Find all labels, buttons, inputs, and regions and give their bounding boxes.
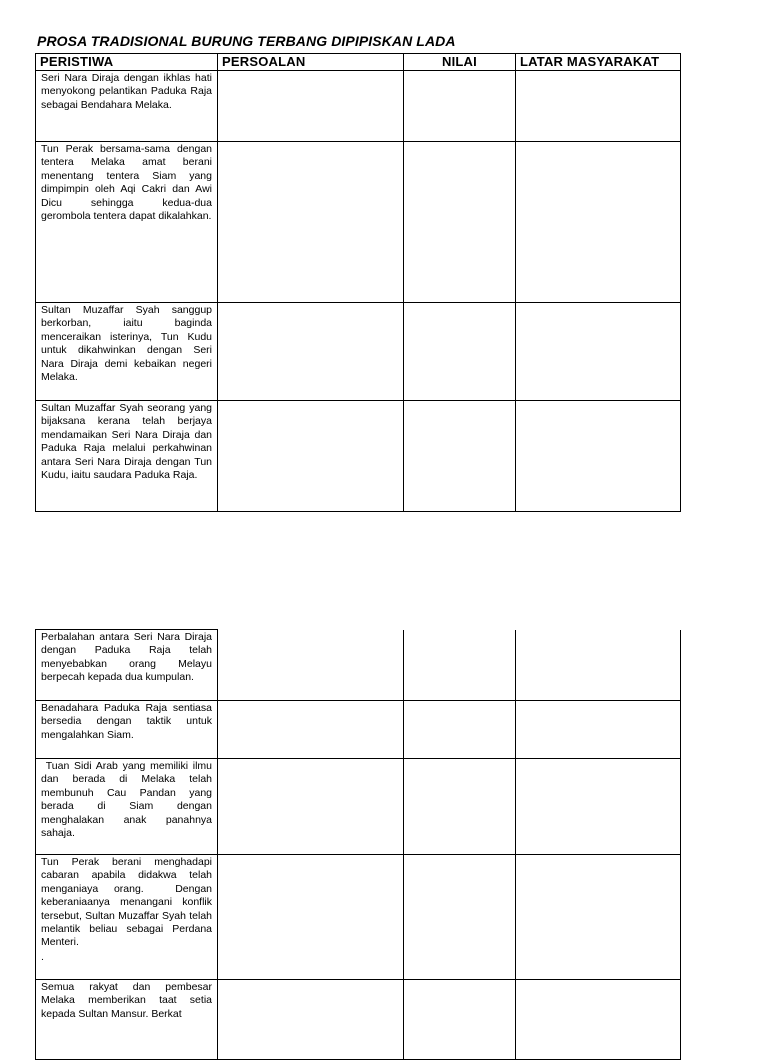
- latar-cell[interactable]: [516, 759, 681, 855]
- event-text: Tuan Sidi Arab yang memiliki ilmu dan berada di Melaka telah membunuh Cau Pandan yang berada di Siam dengan menghalakan anak panahnya sahaja.: [41, 760, 215, 840]
- persoalan-cell[interactable]: [218, 980, 404, 1060]
- header-latar-masyarakat: LATAR MASYARAKAT: [516, 54, 681, 71]
- header-persoalan: PERSOALAN: [218, 54, 404, 71]
- persoalan-cell[interactable]: [218, 759, 404, 855]
- nilai-cell[interactable]: [404, 401, 516, 512]
- event-text: Sultan Muzaffar Syah seorang yang bijaksana kerana telah berjaya mendamaikan Seri Nara Diraja dan Paduka Raja melalui perkahwinan antara Seri Nara Diraja dengan Tun Kudu, iaitu saudara Paduka Raja.: [41, 402, 212, 482]
- nilai-cell[interactable]: [404, 303, 516, 401]
- table-row: [36, 630, 681, 701]
- latar-cell[interactable]: [516, 401, 681, 512]
- nilai-cell[interactable]: [404, 855, 516, 980]
- latar-cell[interactable]: [516, 855, 681, 980]
- event-text: Perbalahan antara Seri Nara Diraja dengan Paduka Raja telah menyebabkan orang Melayu berpecah kepada dua kumpulan.: [41, 631, 212, 684]
- table-row: [36, 142, 681, 303]
- table-row: [36, 401, 681, 512]
- event-text: Seri Nara Diraja dengan ikhlas hati menyokong pelantikan Paduka Raja sebagai Bendahara Melaka.: [41, 72, 212, 111]
- event-cell: [36, 71, 218, 142]
- latar-cell[interactable]: [516, 701, 681, 759]
- nilai-cell[interactable]: [404, 701, 516, 759]
- latar-cell[interactable]: [516, 980, 681, 1060]
- event-cell: [36, 980, 218, 1060]
- event-cell: [36, 855, 218, 980]
- events-table-1: [35, 53, 681, 512]
- table-row: [36, 980, 681, 1060]
- event-cell: [36, 303, 218, 401]
- event-text: Benadahara Paduka Raja sentiasa bersedia dengan taktik untuk mengalahkan Siam.: [41, 702, 212, 741]
- event-text: Sultan Muzaffar Syah sanggup berkorban, iaitu baginda menceraikan isterinya, Tun Kudu untuk dikahwinkan dengan Seri Nara Diraja demi kebaikan negeri Melaka.: [41, 304, 212, 384]
- event-text: Semua rakyat dan pembesar Melaka memberikan taat setia kepada Sultan Mansur. Berkat: [41, 981, 212, 1020]
- nilai-cell[interactable]: [404, 142, 516, 303]
- persoalan-cell[interactable]: [218, 303, 404, 401]
- nilai-cell[interactable]: [404, 759, 516, 855]
- latar-cell[interactable]: [516, 71, 681, 142]
- header-row: [36, 54, 681, 71]
- table-row: [36, 71, 681, 142]
- table-row: [36, 759, 681, 855]
- table-row: [36, 701, 681, 759]
- nilai-cell[interactable]: [404, 980, 516, 1060]
- persoalan-cell[interactable]: [218, 701, 404, 759]
- event-cell: [36, 701, 218, 759]
- persoalan-cell[interactable]: [218, 142, 404, 303]
- table-row: [36, 855, 681, 980]
- event-cell: [36, 142, 218, 303]
- header-peristiwa: PERISTIWA: [36, 54, 218, 71]
- nilai-cell[interactable]: [404, 630, 516, 701]
- event-text: Tun Perak berani menghadapi cabaran apabila didakwa telah menganiaya orang. Dengan keberaniaanya menangani konflik tersebut, Sultan Muzaffar Syah telah melantik beliau sebagai Perdana Menteri.: [41, 856, 215, 949]
- persoalan-cell[interactable]: [218, 630, 404, 701]
- event-cell: [36, 401, 218, 512]
- events-table-2: [35, 629, 681, 1060]
- page-title: PROSA TRADISIONAL BURUNG TERBANG DIPIPISKAN LADA: [37, 33, 456, 49]
- event-cell: [36, 630, 218, 701]
- latar-cell[interactable]: [516, 630, 681, 701]
- persoalan-cell[interactable]: [218, 855, 404, 980]
- event-text: Tun Perak bersama-sama dengan tentera Melaka amat berani menentang tentera Siam yang dimpimpin oleh Aqi Cakri dan Awi Dicu sehingga kedua-dua gerombola tentera dapat dikalahkan.: [41, 143, 212, 223]
- latar-cell[interactable]: [516, 303, 681, 401]
- latar-cell[interactable]: [516, 142, 681, 303]
- table-row: [36, 303, 681, 401]
- persoalan-cell[interactable]: [218, 401, 404, 512]
- event-cell: [36, 759, 218, 855]
- nilai-cell[interactable]: [404, 71, 516, 142]
- event-text-trailing-dot: .: [41, 950, 44, 963]
- header-nilai: NILAI: [404, 54, 516, 71]
- persoalan-cell[interactable]: [218, 71, 404, 142]
